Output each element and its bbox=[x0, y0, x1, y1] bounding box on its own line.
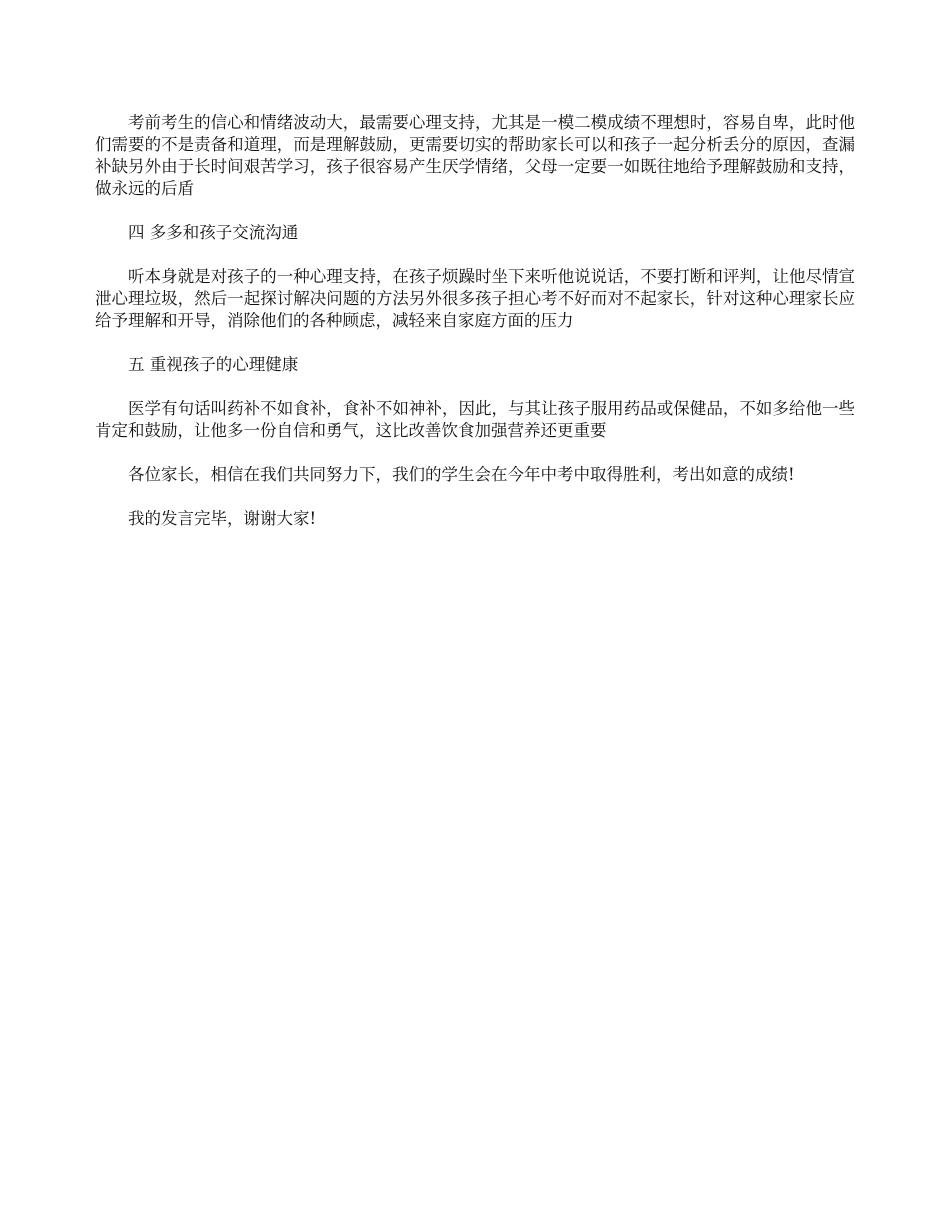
paragraph-parents-closing: 各位家长，相信在我们共同努力下，我们的学生会在今年中考中取得胜利，考出如意的成绩! bbox=[128, 465, 795, 484]
paragraph-encouragement: 医学有句话叫药补不如食补，食补不如神补，因此，与其让孩子服用药品或保健品，不如多给他一些肯定和鼓励，让他多一份自信和勇气，这比改善饮食加强营养还更重要 bbox=[95, 399, 855, 440]
section-heading-communication: 四 多多和孩子交流沟通 bbox=[128, 223, 299, 242]
document-page bbox=[95, 112, 855, 552]
paragraph-exam-support: 考前考生的信心和情绪波动大，最需要心理支持，尤其是一模二模成绩不理想时，容易自卑，此时他们需要的不是责备和道理，而是理解鼓励，更需要切实的帮助家长可以和孩子一起分析丢分的原因，查漏补缺另外由于长时间艰苦学习，孩子很容易产生厌学情绪，父母一定要一如既往地给予理解鼓励和支持，做永远的后盾 bbox=[95, 113, 855, 198]
section-heading-mental-health: 五 重视孩子的心理健康 bbox=[128, 355, 299, 374]
paragraph-speech-end: 我的发言完毕，谢谢大家! bbox=[128, 509, 317, 528]
paragraph-listening: 听本身就是对孩子的一种心理支持，在孩子烦躁时坐下来听他说说话，不要打断和评判，让他尽情宣泄心理垃圾，然后一起探讨解决问题的方法另外很多孩子担心考不好而对不起家长，针对这种心理家长应给予理解和开导，消除他们的各种顾虑，减轻来自家庭方面的压力 bbox=[95, 267, 855, 330]
